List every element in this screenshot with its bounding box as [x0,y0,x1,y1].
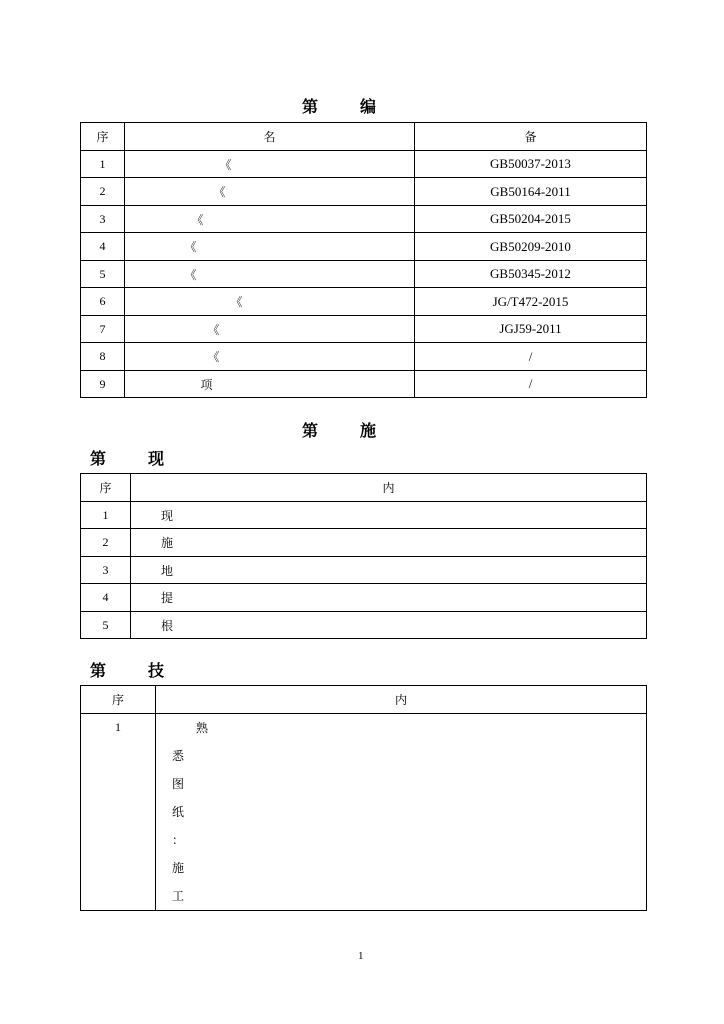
section1-title-part2: 编 [360,97,377,116]
table-row [81,584,647,612]
row-name [125,261,415,288]
row-content: 提 [131,584,647,612]
row-content [156,714,647,911]
technical-table [80,685,647,911]
row-no: 2 [81,529,131,557]
header-no: 序 [81,123,125,151]
table-row [81,612,647,639]
row-no: 1 [81,151,125,178]
standards-table [80,122,647,398]
row-no: 5 [81,261,125,288]
header-content: 内 [156,686,647,714]
row-no: 3 [81,557,131,584]
row-name-text: 《 [184,240,197,254]
header-no: 序 [81,686,156,714]
table-row [81,151,647,178]
row-name-text: 项 [200,377,213,392]
row-no: 5 [81,612,131,639]
vertical-text [172,714,646,910]
row-name-text: 《 [207,322,220,337]
header-content: 内 [131,474,647,502]
subsection1-title-part2: 现 [148,449,165,468]
row-note: GB50164-2011 [415,178,647,206]
row-name [125,178,415,206]
row-name-text: 《 [191,212,204,227]
table-row [81,206,647,233]
table-header-row [81,474,647,502]
table-row [81,502,647,529]
row-note: GB50204-2015 [415,206,647,233]
row-name [125,343,415,371]
header-no: 序 [81,474,131,502]
row-no: 2 [81,178,125,206]
table-row [81,233,647,261]
row-content: 现 [131,502,647,529]
table-row [81,316,647,343]
row-note: GB50209-2010 [415,233,647,261]
site-table [80,473,647,639]
row-name [125,151,415,178]
row-note: JG/T472-2015 [415,288,647,316]
table-row [81,343,647,371]
row-name [125,371,415,398]
row-no: 9 [81,371,125,398]
section1-title-part1: 第 [302,97,319,116]
row-no: 8 [81,343,125,371]
table-row [81,261,647,288]
char: 悉 [172,749,185,763]
table-row [81,371,647,398]
char: ： [172,833,185,847]
section2-title-part1: 第 [302,421,319,440]
header-name: 名 [125,123,415,151]
row-no: 6 [81,288,125,316]
row-no: 1 [81,714,156,911]
char: 图 [172,777,185,791]
row-name-text: 《 [219,157,232,172]
row-note: JGJ59-2011 [415,316,647,343]
char: 纸 [172,805,185,819]
row-name-text: 《 [213,185,226,199]
table-row [81,288,647,316]
row-name-text: 《 [207,350,220,364]
section2-title-part2: 施 [360,421,377,440]
table-row [81,714,647,911]
row-name [125,316,415,343]
subsection2-title-part1: 第 [90,661,107,680]
table-header-row [81,123,647,151]
row-name [125,288,415,316]
row-no: 7 [81,316,125,343]
row-no: 4 [81,584,131,612]
row-no: 4 [81,233,125,261]
row-note: GB50345-2012 [415,261,647,288]
row-content: 施 [131,529,647,557]
row-note: / [415,343,647,371]
row-content: 根 [131,612,647,639]
subsection2-title-part2: 技 [148,661,165,680]
row-name [125,206,415,233]
table-header-row [81,686,647,714]
table-row [81,557,647,584]
table-row [81,529,647,557]
char: 工 [172,889,185,903]
subsection1-title-part1: 第 [90,449,107,468]
row-name [125,233,415,261]
row-content: 地 [131,557,647,584]
header-note: 备 [415,123,647,151]
page-number: 1 [358,950,364,962]
char: 施 [172,861,185,875]
row-name-text: 《 [230,295,243,309]
row-name-text: 《 [184,267,197,282]
row-no: 1 [81,502,131,529]
char: 熟 [196,721,209,735]
row-no: 3 [81,206,125,233]
row-note: GB50037-2013 [415,151,647,178]
row-note: / [415,371,647,398]
table-row [81,178,647,206]
